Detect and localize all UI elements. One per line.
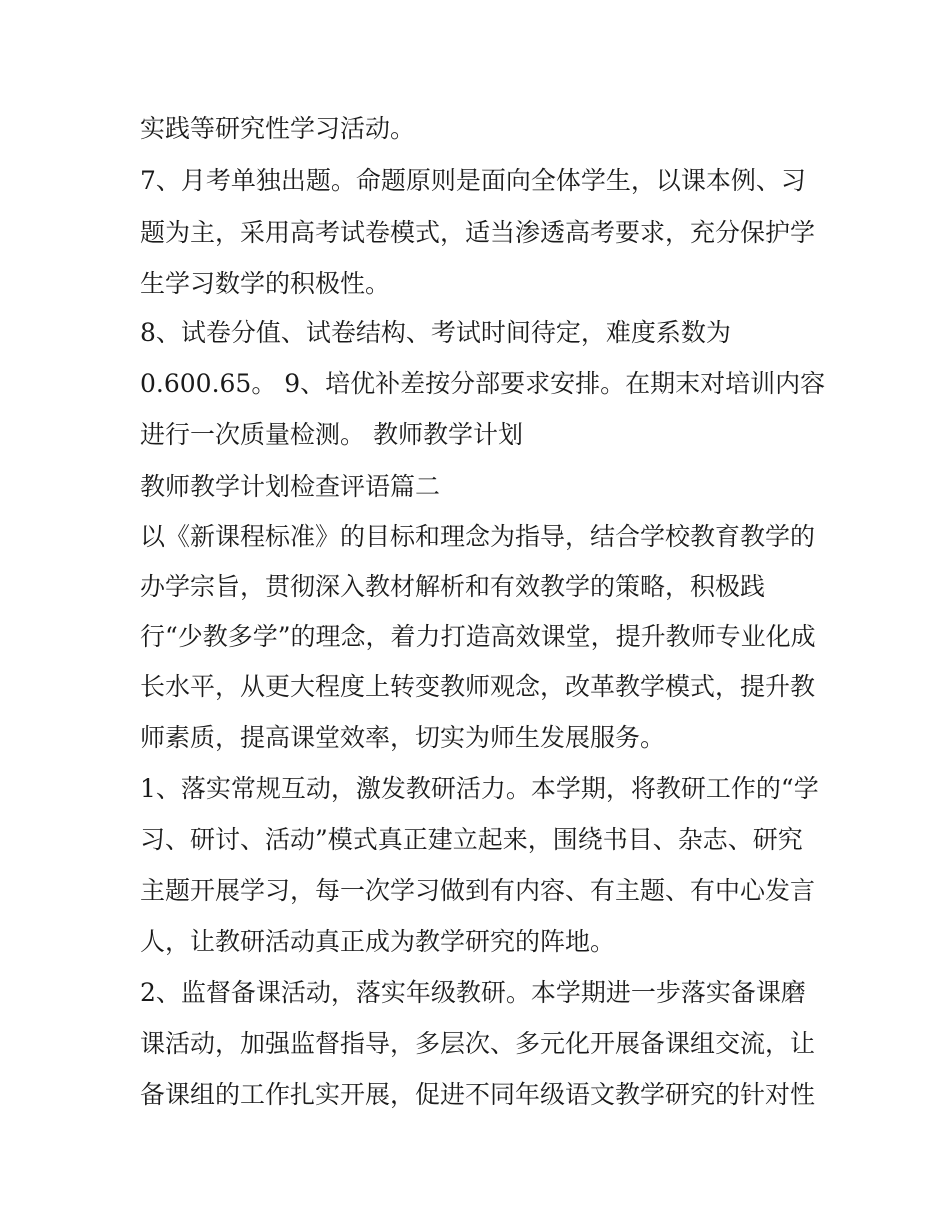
text-line: 进行一次质量检测。 教师教学计划	[140, 420, 523, 449]
text-line: 题为主，采用高考试卷模式，适当渗透高考要求，充分保护学	[140, 218, 816, 247]
text-line: 办学宗旨，贯彻深入教材解析和有效教学的策略，积极践	[140, 572, 766, 601]
text-line: 0.600.65。 9、培优补差按分部要求安排。在期末对培训内容	[140, 369, 826, 398]
text-line: 主题开展学习，每一次学习做到有内容、有主题、有中心发言	[140, 876, 816, 905]
text-line: 备课组的工作扎实开展，促进不同年级语文教学研究的针对性	[140, 1080, 816, 1109]
text-line: 行“少教多学”的理念，着力打造高效课堂，提升教师专业化成	[140, 622, 816, 651]
text-line: 8、试卷分值、试卷结构、考试时间待定，难度系数为	[140, 318, 731, 347]
section-heading: 教师教学计划检查评语篇二	[140, 472, 441, 501]
text-line: 以《新课程标准》的目标和理念为指导，结合学校教育教学的	[140, 522, 816, 551]
text-line: 2、监督备课活动，落实年级教研。本学期进一步落实备课磨	[140, 978, 806, 1007]
text-line: 长水平，从更大程度上转变教师观念，改革教学模式，提升教	[140, 672, 816, 701]
text-line: 生学习数学的积极性。	[140, 269, 391, 298]
text-line: 实践等研究性学习活动。	[140, 114, 416, 143]
text-line: 人，让教研活动真正成为教学研究的阵地。	[140, 927, 616, 956]
text-line: 习、研讨、活动”模式真正建立起来，围绕书目、杂志、研究	[140, 825, 803, 854]
text-line: 7、月考单独出题。命题原则是面向全体学生，以课本例、习	[140, 166, 806, 195]
text-line: 课活动，加强监督指导，多层次、多元化开展备课组交流，让	[140, 1029, 816, 1058]
text-line: 师素质，提高课堂效率，切实为师生发展服务。	[140, 723, 666, 752]
text-line: 1、落实常规互动，激发教研活力。本学期，将教研工作的“学	[140, 774, 819, 803]
